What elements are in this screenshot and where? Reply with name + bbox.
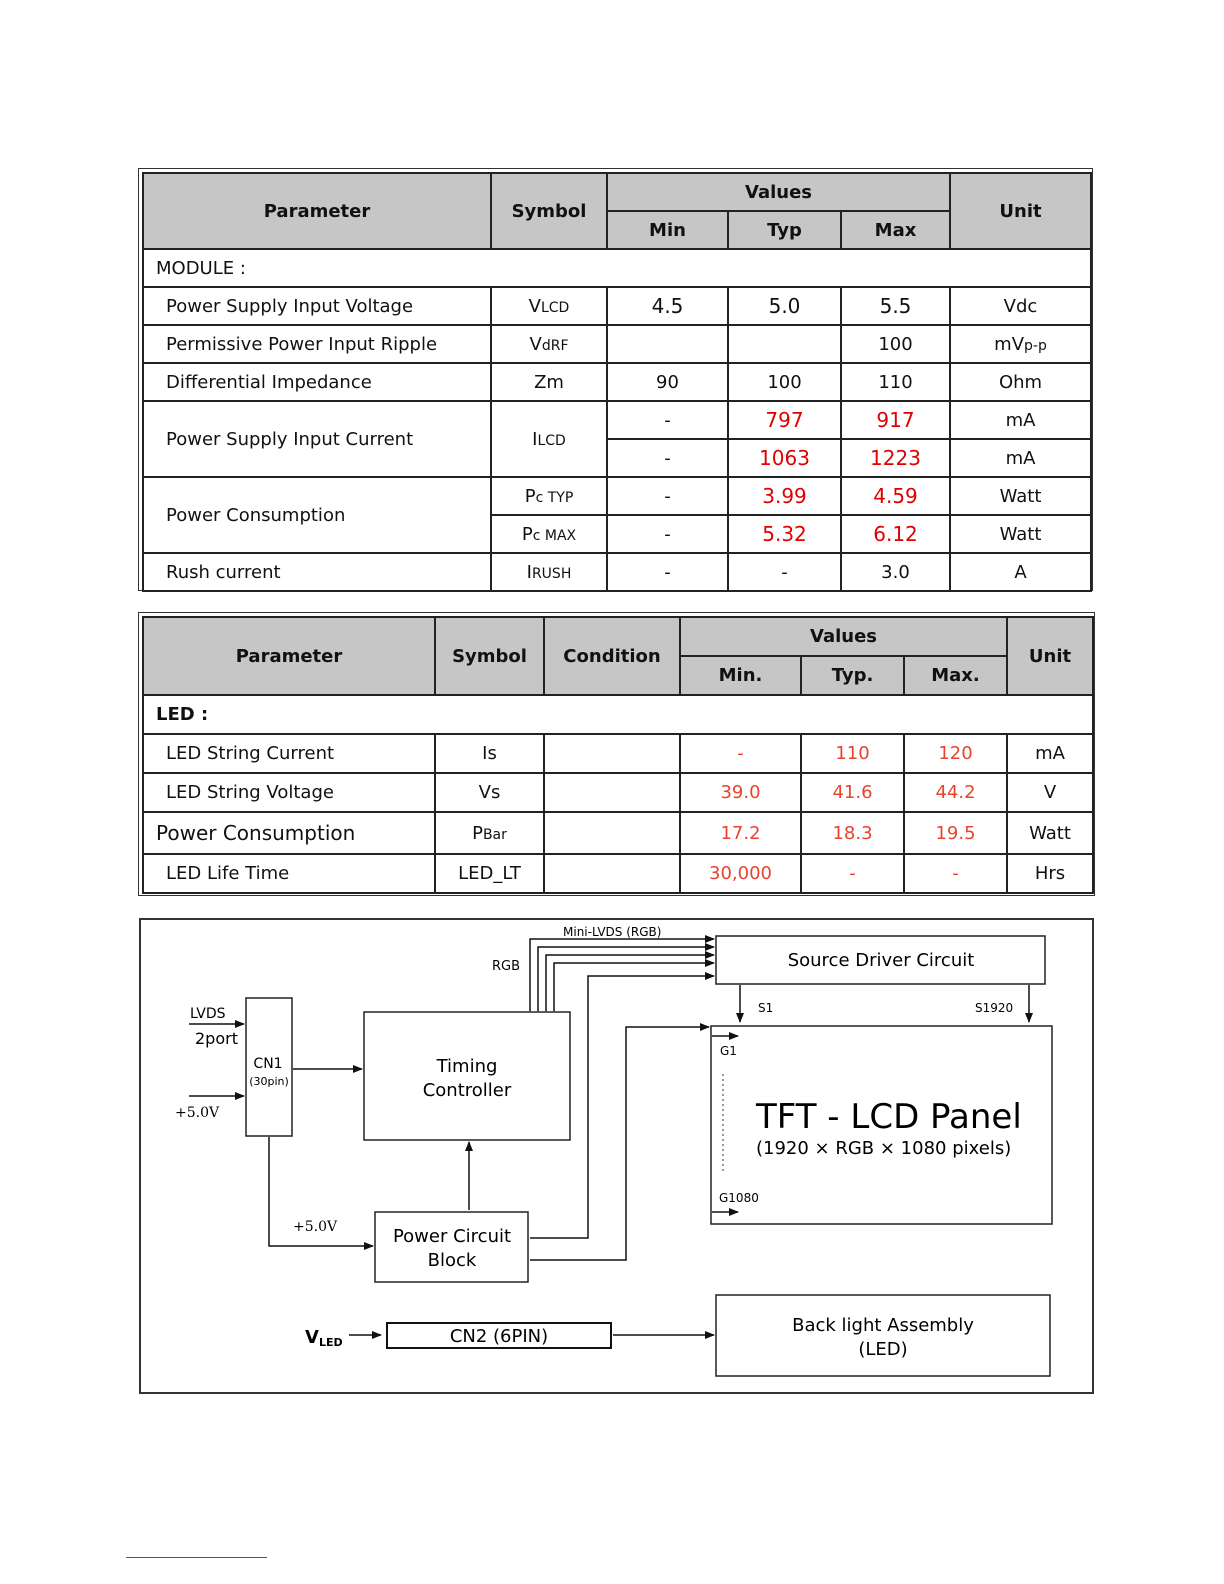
cell-max: 110	[841, 363, 950, 401]
cell-min: -	[607, 477, 728, 515]
section-module: MODULE :	[143, 249, 1091, 287]
rgb-label: RGB	[492, 959, 521, 974]
cell-symbol: IRUSH	[491, 553, 607, 591]
cell-symbol: Pc MAX	[491, 515, 607, 553]
table-row	[143, 363, 1091, 401]
cell-typ: 100	[728, 363, 841, 401]
cell-parameter: Permissive Power Input Ripple	[143, 325, 491, 363]
header-parameter: Parameter	[143, 173, 491, 249]
s1920-label: S1920	[975, 1001, 1014, 1015]
cell-typ	[728, 325, 841, 363]
cell-unit: Watt	[1007, 812, 1093, 854]
cell-symbol: ILCD	[491, 401, 607, 477]
cn1-pins-label: (30pin)	[249, 1075, 289, 1088]
header-unit: Unit	[950, 173, 1091, 249]
cell-unit: Vdc	[950, 287, 1091, 325]
cell-max: 5.5	[841, 287, 950, 325]
cell-symbol: VLCD	[491, 287, 607, 325]
g1080-label: G1080	[719, 1191, 759, 1205]
cell-unit: mA	[1007, 734, 1093, 773]
rgb-line-2	[538, 947, 714, 1011]
cell-min: 4.5	[607, 287, 728, 325]
header-typ: Typ	[728, 211, 841, 249]
cell-typ: 797	[728, 401, 841, 439]
lvds-label: LVDS	[190, 1006, 226, 1022]
rgb-line-1	[530, 939, 714, 1011]
footnote-divider	[126, 1557, 267, 1558]
cell-parameter: Rush current	[143, 553, 491, 591]
cell-max: 100	[841, 325, 950, 363]
rgb-line-4	[554, 963, 714, 1011]
cell-unit: Hrs	[1007, 854, 1093, 893]
cell-typ: 5.0	[728, 287, 841, 325]
header-values: Values	[680, 617, 1007, 656]
panel-subtitle: (1920 × RGB × 1080 pixels)	[756, 1138, 1012, 1159]
cell-unit: Ohm	[950, 363, 1091, 401]
table-row	[143, 773, 1093, 812]
power-circuit-block	[375, 1212, 528, 1282]
cell-typ: -	[801, 854, 904, 893]
cell-max: -	[904, 854, 1007, 893]
cell-symbol: Is	[435, 734, 544, 773]
cell-min: -	[607, 439, 728, 477]
cell-unit: mA	[950, 401, 1091, 439]
header-min: Min.	[680, 656, 801, 695]
s1-label: S1	[758, 1001, 774, 1015]
cell-unit: V	[1007, 773, 1093, 812]
cell-symbol: Pc TYP	[491, 477, 607, 515]
cell-condition	[544, 734, 680, 773]
cell-max: 3.0	[841, 553, 950, 591]
cell-min	[607, 325, 728, 363]
table-row	[143, 401, 1091, 439]
header-symbol: Symbol	[491, 173, 607, 249]
cell-max: 44.2	[904, 773, 1007, 812]
header-unit: Unit	[1007, 617, 1093, 695]
header-max: Max.	[904, 656, 1007, 695]
cell-condition	[544, 773, 680, 812]
cell-unit: A	[950, 553, 1091, 591]
cell-typ: 18.3	[801, 812, 904, 854]
table-row	[143, 553, 1091, 591]
cell-parameter: Power Consumption	[143, 812, 435, 854]
cell-symbol: Vs	[435, 773, 544, 812]
timing-label-line1: Timing	[436, 1056, 498, 1077]
cell-parameter: Power Consumption	[143, 477, 491, 553]
cell-min: 30,000	[680, 854, 801, 893]
cell-unit: Watt	[950, 477, 1091, 515]
cell-min: -	[607, 515, 728, 553]
module-electrical-table	[142, 172, 1092, 592]
mini-lvds-label: Mini-LVDS (RGB)	[563, 925, 662, 939]
cn1-label: CN1	[253, 1056, 283, 1072]
table-row	[143, 477, 1091, 515]
cell-max: 917	[841, 401, 950, 439]
two-port-label: 2port	[195, 1029, 238, 1048]
header-symbol: Symbol	[435, 617, 544, 695]
header-values: Values	[607, 173, 950, 211]
header-parameter: Parameter	[143, 617, 435, 695]
backlight-label-line2: (LED)	[858, 1339, 908, 1360]
cell-min: 17.2	[680, 812, 801, 854]
backlight-label-line1: Back light Assembly	[792, 1315, 974, 1336]
section-led: LED :	[143, 695, 1093, 734]
cell-condition	[544, 812, 680, 854]
table-row	[143, 854, 1093, 893]
cell-typ: 3.99	[728, 477, 841, 515]
plus5v-input-label: +5.0V	[175, 1105, 220, 1121]
vled-label: VLED	[305, 1327, 343, 1349]
power-label-line1: Power Circuit	[392, 1226, 512, 1247]
cell-parameter: LED String Voltage	[143, 773, 435, 812]
header-typ: Typ.	[801, 656, 904, 695]
cell-max: 4.59	[841, 477, 950, 515]
cell-unit: mA	[950, 439, 1091, 477]
cell-typ: -	[728, 553, 841, 591]
cell-parameter: LED String Current	[143, 734, 435, 773]
cell-min: -	[607, 401, 728, 439]
g1-label: G1	[720, 1044, 737, 1058]
source-driver-label: Source Driver Circuit	[787, 950, 975, 971]
cell-min: 90	[607, 363, 728, 401]
power-label-line2: Block	[427, 1250, 477, 1271]
table-row	[143, 734, 1093, 773]
cn2-label: CN2 (6PIN)	[449, 1326, 549, 1347]
cell-unit: mVp-p	[950, 325, 1091, 363]
power-to-source-arrow	[530, 976, 714, 1238]
cell-parameter: Power Supply Input Voltage	[143, 287, 491, 325]
cell-typ: 5.32	[728, 515, 841, 553]
cell-parameter: LED Life Time	[143, 854, 435, 893]
cell-min: -	[607, 553, 728, 591]
table-row	[143, 812, 1093, 854]
header-max: Max	[841, 211, 950, 249]
cell-typ: 110	[801, 734, 904, 773]
plus5v-power-label: +5.0V	[293, 1219, 338, 1235]
cell-condition	[544, 854, 680, 893]
cell-unit: Watt	[950, 515, 1091, 553]
header-min: Min	[607, 211, 728, 249]
table-row	[143, 287, 1091, 325]
cell-parameter: Power Supply Input Current	[143, 401, 491, 477]
power-to-panel-arrow	[530, 1027, 709, 1260]
cell-max: 6.12	[841, 515, 950, 553]
header-condition: Condition	[544, 617, 680, 695]
cell-symbol: LED_LT	[435, 854, 544, 893]
timing-label-line2: Controller	[422, 1080, 512, 1101]
cell-typ: 41.6	[801, 773, 904, 812]
cell-max: 1223	[841, 439, 950, 477]
block-diagram	[139, 918, 1094, 1394]
cell-max: 19.5	[904, 812, 1007, 854]
led-electrical-table	[142, 616, 1094, 894]
cell-symbol: VdRF	[491, 325, 607, 363]
cell-min: 39.0	[680, 773, 801, 812]
cell-typ: 1063	[728, 439, 841, 477]
cell-symbol: Zm	[491, 363, 607, 401]
cell-parameter: Differential Impedance	[143, 363, 491, 401]
panel-title: TFT - LCD Panel	[756, 1097, 1022, 1137]
cell-max: 120	[904, 734, 1007, 773]
cell-symbol: PBar	[435, 812, 544, 854]
cell-min: -	[680, 734, 801, 773]
table-row	[143, 325, 1091, 363]
